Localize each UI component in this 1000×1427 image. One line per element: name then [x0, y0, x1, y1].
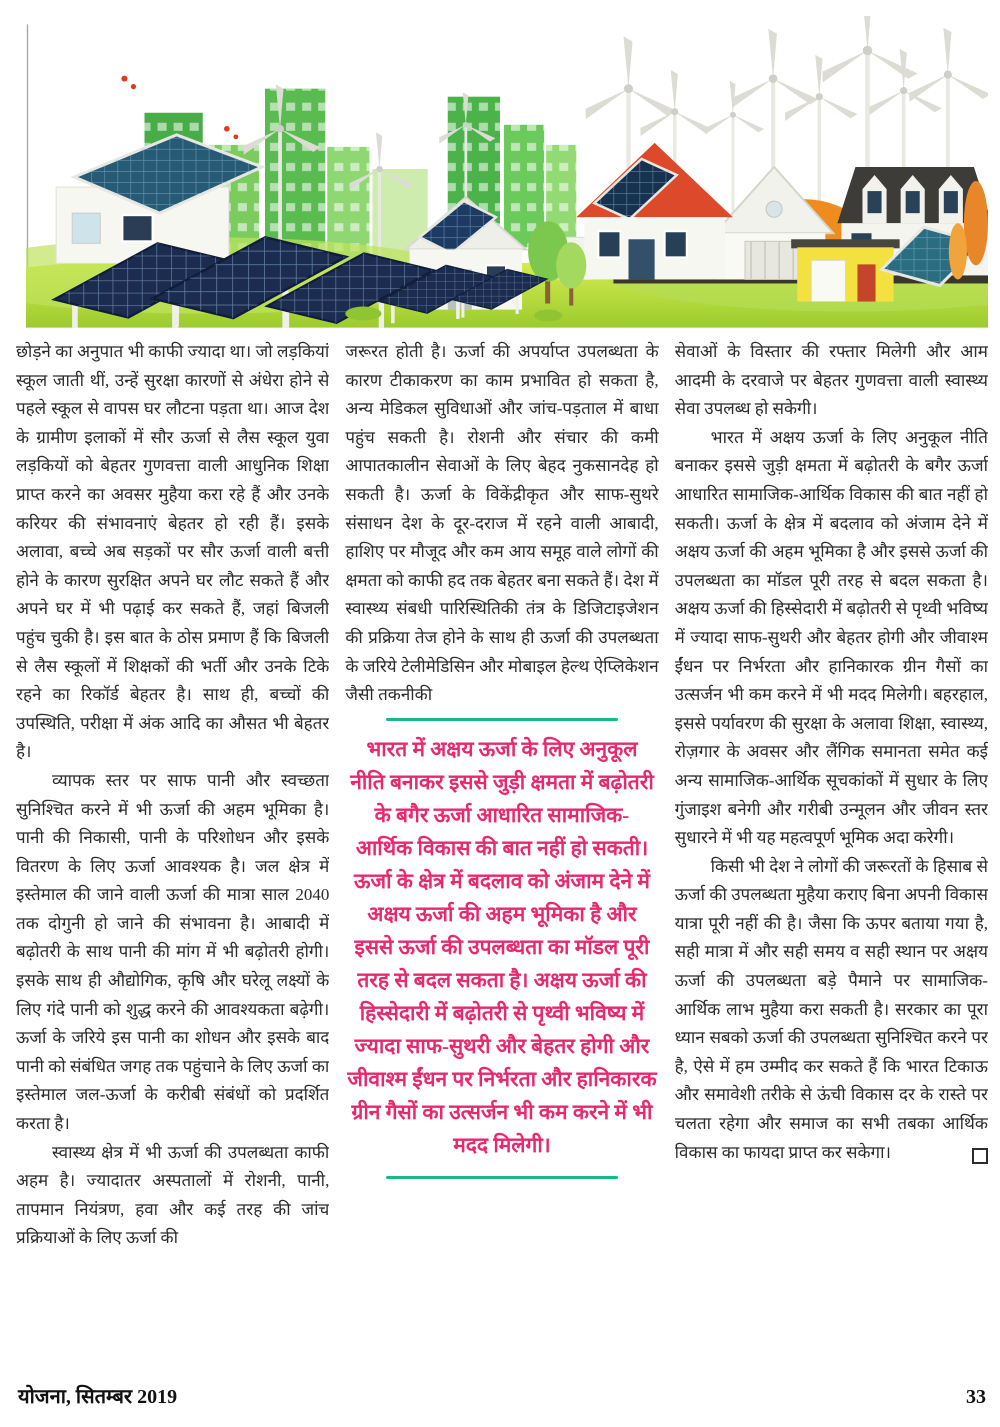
- paragraph: सेवाओं के विस्तार की रफ्तार मिलेगी और आम आदमी के दरवाजे पर बेहतर गुणवत्ता वाली स्वास्थ्य सेवा उपलब्ध हो सकेगी।: [674, 342, 988, 419]
- paragraph: [675, 853, 988, 1168]
- paragraph-text: किसी भी देश ने लोगों की जरूरतों के हिसाब से ऊर्जा की उपलब्धता मुहैया कराए बिना अपनी विकास यात्रा पूरी नहीं की है। जैसा कि ऊपर बताया गया है, सही मात्रा में और सही समय व सही स्थान पर अक्षय ऊर्जा की उपलब्धता बड़े पैमाने पर सामाजिक-आर्थिक लाभ मुहैया करा सकती है। सरकार का पूरा ध्यान सबको ऊर्जा की उपलब्धता सुनिश्चित करने पर है, ऐसे में हम उम्मीद कर सकते हैं कि भारत टिकाऊ और समावेशी तरीके से ऊंची विकास दर के रास्ते पर चलता रहेगा और समाज का सभी तबका आर्थिक विकास का फायदा प्राप्त कर सकेगा।: [674, 856, 988, 1162]
- column-1: [16, 338, 329, 1372]
- green-energy-city-art: [26, 16, 988, 328]
- quote-divider-bottom: [386, 1176, 618, 1179]
- paragraph: भारत में अक्षय ऊर्जा के लिए अनुकूल नीति बनाकर इससे जुड़ी क्षमता में बढ़ोतरी के बगैर ऊर्जा आधारित सामाजिक-आर्थिक विकास की बात नहीं हो सकती। ऊर्जा के क्षेत्र में बदलाव को अंजाम देने में अक्षय ऊर्जा की अहम भूमिका है और इससे ऊर्जा की उपलब्धता का मॉडल पूरी तरह से बदल सकता है। अक्षय ऊर्जा की हिस्सेदारी में बढ़ोतरी से पृथ्वी भविष्य में ज्यादा साफ-सुथरी और बेहतर होगी और जीवाश्म ईंधन पर निर्भरता और हानिकारक ग्रीन गैसों का उत्सर्जन भी कम करने में भी मदद मिलेगी। बहरहाल, इससे पर्यावरण की सुरक्षा के अलावा शिक्षा, स्वास्थ्य, रोज़गार के अवसर और लैंगिक समानता समेत कई अन्य सामाजिक-आर्थिक सूचकांकों में सुधार के लिए गुंजाइश बनेगी और गरीबी उन्मूलन और जीवन स्तर सुधारने में भी यह महत्वपूर्ण भूमिक अदा करेगी।: [674, 427, 988, 848]
- hero-illustration: [26, 16, 988, 328]
- pull-quote-box: [345, 718, 658, 1179]
- column-2: [345, 338, 658, 1372]
- bush: [345, 307, 381, 321]
- journal-issue-label: योजना, सितम्बर 2019: [18, 1386, 178, 1408]
- bush: [534, 310, 562, 322]
- pull-quote-text: भारत में अक्षय ऊर्जा के लिए अनुकूल नीति बनाकर इससे जुड़ी क्षमता में बढ़ोतरी के बगैर ऊर्जा आधारित सामाजिक-आर्थिक विकास की बात नहीं हो सकती। ऊर्जा के क्षेत्र में बदलाव को अंजाम देने में अक्षय ऊर्जा की अहम भूमिका है और इससे ऊर्जा की उपलब्धता का मॉडल पूरी तरह से बदल सकता है। अक्षय ऊर्जा की हिस्सेदारी में बढ़ोतरी से पृथ्वी भविष्य में ज्यादा साफ-सुथरी और बेहतर होगी और जीवाश्म ईंधन पर निर्भरता और हानिकारक ग्रीन गैसों का उत्सर्जन भी कम करने में भी मदद मिलेगी।: [347, 736, 657, 1157]
- paragraph: छोड़ने का अनुपात भी काफी ज्यादा था। जो लड़कियां स्कूल जाती थीं, उन्हें सुरक्षा कारणों से अंधेरा होने से पहले स्कूल से वापस घर लौटना पड़ता था। आज देश के ग्रामीण इलाकों में सौर ऊर्जा से लैस स्कूल युवा लड़कियों को बेहतर गुणवत्ता वाली आधुनिक शिक्षा प्राप्त करने का अवसर मुहैया करा रहे हैं और उनके करियर की संभावनाएं बेहतर हो रही हैं। इसके अलावा, बच्चे अब सड़कों पर सौर ऊर्जा वाली बत्ती होने के कारण सुरक्षित अपने घर लौट सकते हैं और अपने घर में भी पढ़ाई कर सकते हैं, जहां बिजली पहुंच चुकी है। इस बात के ठोस प्रमाण हैं कि बिजली से लैस स्कूलों में शिक्षकों की भर्ती और उनके टिके रहने का रिकॉर्ड बेहतर है। साथ ही, बच्चों की उपस्थिति, परीक्षा में अंक आदि का औसत भी बेहतर है।: [16, 342, 330, 762]
- page-footer: [18, 1382, 986, 1409]
- article-end-square-icon: [972, 1148, 988, 1164]
- article-body: [16, 338, 988, 1372]
- page-number: 33: [966, 1386, 986, 1408]
- column-3: [675, 338, 988, 1372]
- paragraph: जरूरत होती है। ऊर्जा की अपर्याप्त उपलब्धता के कारण टीकाकरण का काम प्रभावित हो सकता है, अन्य मेडिकल सुविधाओं और जांच-पड़ताल में बाधा पहुंच सकती है। रोशनी और संचार की कमी आपातकालीन सेवाओं के लिए बेहद नुकसानदेह हो सकती है। ऊर्जा के विकेंद्रीकृत और साफ-सुथरे संसाधन देश के दूर-दराज में रहने वाली आबादी, हाशिए पर मौजूद और कम आय समूह वाले लोगों की क्षमता को काफी हद तक बेहतर बना सकते हैं। देश में स्वास्थ्य संबधी पारिस्थितिकी तंत्र के डिजिटाइजेशन की प्रक्रिया तेज होने के साथ ही ऊर्जा की उपलब्धता के जरिये टेलीमेडिसिन और मोबाइल हेल्थ ऐप्लिकेशन जैसी तकनीकी: [345, 342, 659, 705]
- paragraph: व्यापक स्तर पर साफ पानी और स्वच्छता सुनिश्चित करने में भी ऊर्जा की अहम भूमिका है। पानी की निकासी, पानी के परिशोधन और इसके वितरण के लिए ऊर्जा आवश्यक है। जल क्षेत्र में इस्तेमाल की जाने वाली ऊर्जा की मात्रा साल 2040 तक दोगुनी हो जाने की संभावना है। आबादी में बढ़ोतरी के साथ पानी की मांग में भी बढ़ोतरी होगी। इसके साथ ही औद्योगिक, कृषि और घरेलू लक्ष्यों के लिए गंदे पानी को शुद्ध करने की आवश्यकता बढ़ेगी। ऊर्जा के जरिये इस पानी का शोधन और इसके बाद पानी को संबंधित जगह तक पहुंचाने के लिए ऊर्जा का इस्तेमाल जल-ऊर्जा के करीबी संबंधों को प्रदर्शित करता है।: [16, 770, 330, 1134]
- paragraph: स्वास्थ्य क्षेत्र में भी ऊर्जा की उपलब्धता काफी अहम है। ज्यादातर अस्पतालों में रोशनी, पानी, तापमान नियंत्रण, हवा और कई तरह की जांच प्रक्रियाओं के लिए ऊर्जा की: [16, 1142, 330, 1248]
